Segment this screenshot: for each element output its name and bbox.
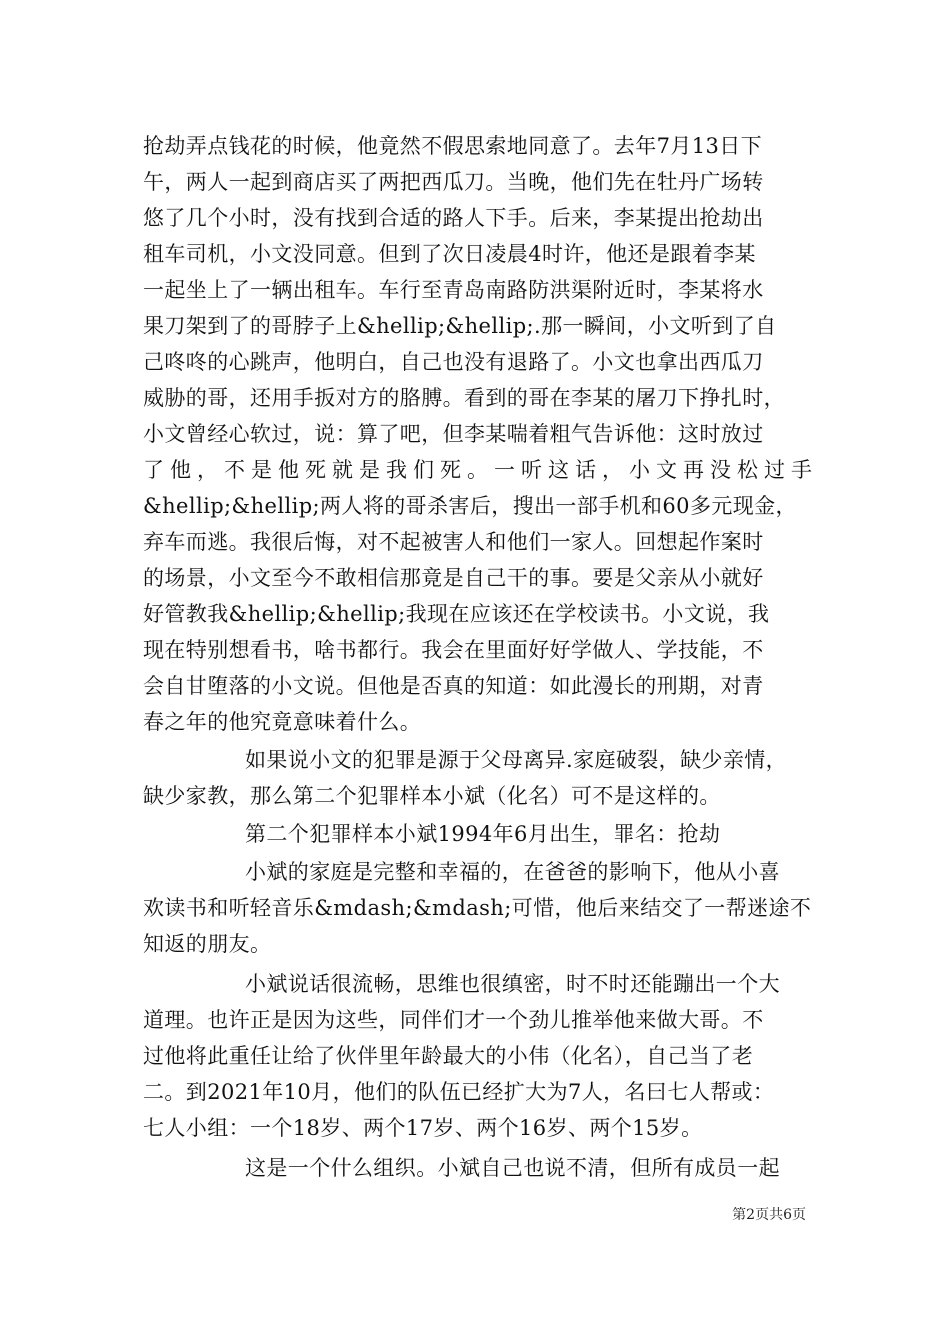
paragraph-first-line: 如果说小文的犯罪是源于父母离异.家庭破裂，缺少亲情， <box>245 748 788 772</box>
text-line: 好管教我&hellip;&hellip;我现在应该还在学校读书。小文说，我 <box>143 602 770 626</box>
paragraph-first-line: 第二个犯罪样本小斌1994年6月出生，罪名：抢劫 <box>245 822 721 846</box>
text-line: 己咚咚的心跳声，他明白，自己也没有退路了。小文也拿出西瓜刀 <box>143 350 764 374</box>
text-line: 午，两人一起到商店买了两把西瓜刀。当晚，他们先在牡丹广场转 <box>143 170 764 194</box>
text-line: 了他，不是他死就是我们死。一听这话，小文再没松过手 <box>143 458 818 482</box>
text-line: 弃车而逃。我很后悔，对不起被害人和他们一家人。回想起作案时 <box>143 530 764 554</box>
text-line: 春之年的他究竟意味着什么。 <box>143 710 422 734</box>
text-line: 果刀架到了的哥脖子上&hellip;&hellip;.那一瞬间，小文听到了自 <box>143 314 777 338</box>
paragraph-first-line: 小斌的家庭是完整和幸福的，在爸爸的影响下，他从小喜 <box>245 860 780 884</box>
text-line: 缺少家教，那么第二个犯罪样本小斌（化名）可不是这样的。 <box>143 784 721 808</box>
text-line: 过他将此重任让给了伙伴里年龄最大的小伟（化名），自己当了老 <box>143 1044 754 1068</box>
page-number: 第2页共6页 <box>732 1207 806 1223</box>
text-line: 悠了几个小时，没有找到合适的路人下手。后来，李某提出抢劫出 <box>143 206 764 230</box>
text-line: 道理。也许正是因为这些，同伴们才一个劲儿推举他来做大哥。不 <box>143 1008 764 1032</box>
text-line: 现在特别想看书，啥书都行。我会在里面好好学做人、学技能，不 <box>143 638 764 662</box>
paragraph-first-line: 小斌说话很流畅，思维也很缜密，时不时还能蹦出一个大 <box>245 972 780 996</box>
text-line: 租车司机，小文没同意。但到了次日凌晨4时许，他还是跟着李某 <box>143 242 756 266</box>
text-line: 会自甘堕落的小文说。但他是否真的知道：如此漫长的刑期，对青 <box>143 674 764 698</box>
text-line: 抢劫弄点钱花的时候，他竟然不假思索地同意了。去年7月13日下 <box>143 134 763 158</box>
text-line: 知返的朋友。 <box>143 932 272 956</box>
text-line: 一起坐上了一辆出租车。车行至青岛南路防洪渠附近时，李某将水 <box>143 278 764 302</box>
text-line: 的场景，小文至今不敢相信那竟是自己干的事。要是父亲从小就好 <box>143 566 764 590</box>
text-line: &hellip;&hellip;两人将的哥杀害后，搜出一部手机和60多元现金， <box>143 494 797 518</box>
text-line: 威胁的哥，还用手扳对方的胳膊。看到的哥在李某的屠刀下挣扎时， <box>143 386 785 410</box>
paragraph-first-line: 这是一个什么组织。小斌自己也说不清，但所有成员一起 <box>245 1156 780 1180</box>
text-line: 欢读书和听轻音乐&mdash;&mdash;可惜，他后来结交了一帮迷途不 <box>143 896 812 920</box>
text-line: 二。到2021年10月，他们的队伍已经扩大为7人，名曰七人帮或： <box>143 1080 775 1104</box>
text-line: 七人小组：一个18岁、两个17岁、两个16岁、两个15岁。 <box>143 1116 703 1140</box>
text-line: 小文曾经心软过，说：算了吧，但李某喘着粗气告诉他：这时放过 <box>143 422 764 446</box>
